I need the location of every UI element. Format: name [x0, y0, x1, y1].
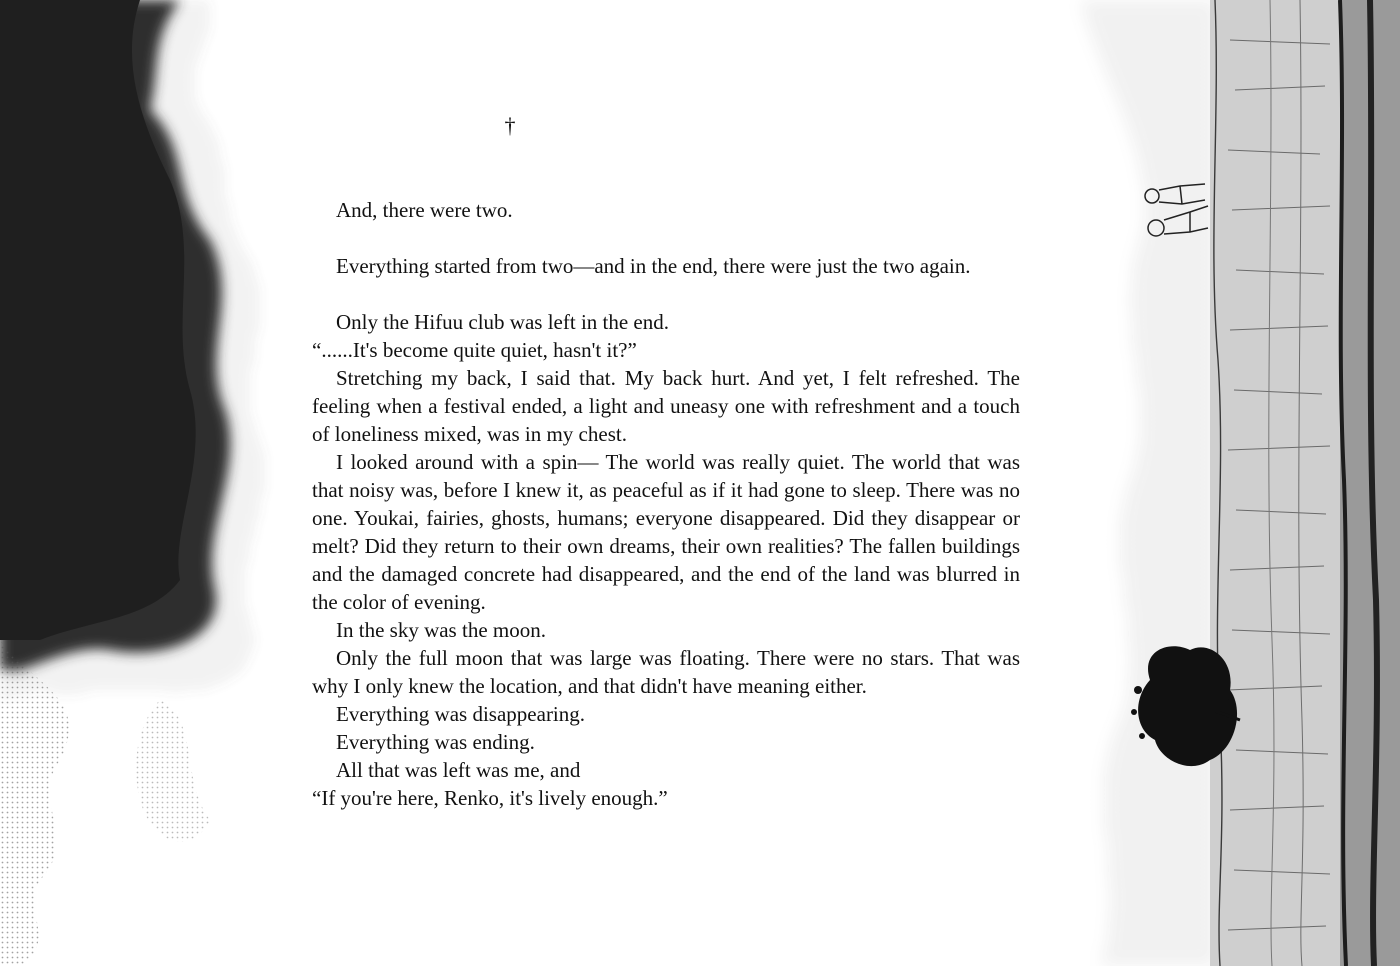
cliff-illustration	[1040, 0, 1400, 966]
story-text	[312, 196, 1020, 812]
paragraph: Everything was disappearing.	[336, 702, 586, 726]
section-ornament: †	[504, 113, 516, 138]
paragraph-break	[312, 280, 1020, 308]
paragraph: I looked around with a spin— The world was really quiet. The world that was that noisy was, before I knew it, as peaceful as if it had gone to sleep. There was no one. Youkai, fairies, ghosts, humans; everyone disappeared. Did they disappear or melt? Did they return to their own dreams, their own realities? The fallen buildings and the damaged concrete had disappeared, and the end of the land was blurred in the color of evening.	[312, 450, 1020, 614]
ink-cloud-illustration	[0, 0, 300, 966]
dialogue-line: “If you're here, Renko, it's lively enough.”	[312, 786, 668, 810]
paragraph-break	[312, 224, 1020, 252]
paragraph: In the sky was the moon.	[336, 618, 546, 642]
paragraph: All that was left was me, and	[336, 758, 581, 782]
paragraph: Everything was ending.	[336, 730, 535, 754]
paragraph: And, there were two.	[336, 198, 513, 222]
paragraph: Stretching my back, I said that. My back hurt. And yet, I felt refreshed. The feeling when a festival ended, a light and uneasy one with refreshment and a touch of loneliness mixed, was in my chest.	[312, 366, 1020, 446]
paragraph: Only the full moon that was large was floating. There were no stars. That was why I only knew the location, and that didn't have meaning either.	[312, 646, 1020, 698]
paragraph: Everything started from two—and in the end, there were just the two again.	[336, 254, 971, 278]
paragraph: Only the Hifuu club was left in the end.	[336, 310, 670, 334]
dialogue-line: “......It's become quite quiet, hasn't it?”	[312, 338, 637, 362]
